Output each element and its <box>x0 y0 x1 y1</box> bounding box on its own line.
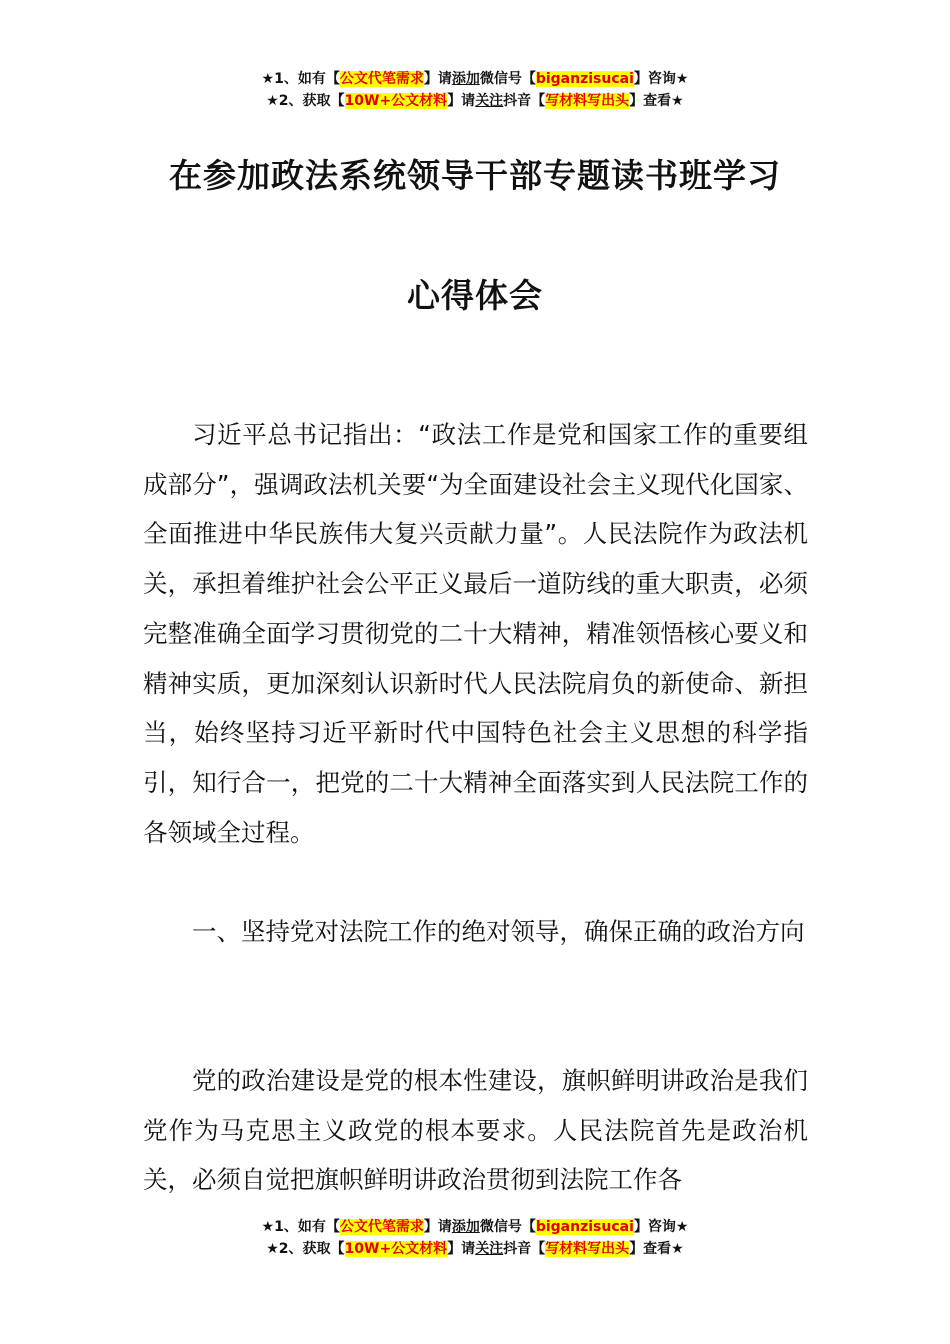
banner-text: 微信号【 <box>479 71 536 87</box>
body-paragraph-1: 习近平总书记指出：“政法工作是党和国家工作的重要组成部分”，强调政法机关要“为全面建设社会主义现代化国家、全面推进中华民族伟大复兴贡献力量”。人民法院作为政法机关，承担着维护社会公平正义最后一道防线的重大职责，必须完整准确全面学习贯彻党的二十大精神，精准领悟核心要义和精神实质，更加深刻认识新时代人民法院肩负的新使命、新担当，始终坚持习近平新时代中国特色社会主义思想的科学指引，知行合一，把党的二十大精神全面落实到人民法院工作的各领域全过程。 <box>143 420 808 847</box>
banner-highlight: 10W+公文材料 <box>344 1241 448 1257</box>
banner-text: 】请 <box>423 71 452 87</box>
banner-line-1 <box>0 1216 950 1238</box>
banner-highlight: 10W+公文材料 <box>344 93 448 109</box>
header-banner <box>0 68 950 112</box>
banner-text: 】请 <box>447 93 476 109</box>
banner-text: 】查看★ <box>629 93 684 109</box>
banner-underlined: 添加 <box>451 71 480 87</box>
banner-line-2 <box>0 1238 950 1260</box>
banner-text: 】请 <box>447 1241 476 1257</box>
banner-text: ★2、获取【 <box>266 93 345 109</box>
banner-text: 】查看★ <box>629 1241 684 1257</box>
banner-highlight: 公文代笔需求 <box>339 1219 424 1235</box>
section-heading-1: 一、坚持党对法院工作的绝对领导，确保正确的政治方向 <box>192 917 805 946</box>
banner-underlined: 关注 <box>475 1241 504 1257</box>
banner-highlight: biganzisucai <box>535 71 634 87</box>
banner-underlined: 添加 <box>451 1219 480 1235</box>
footer-banner <box>0 1216 950 1260</box>
banner-highlight: 写材料写出头 <box>545 1241 630 1257</box>
banner-text: 】咨询★ <box>633 71 689 87</box>
banner-text: 抖音【 <box>503 1241 546 1257</box>
banner-text: ★1、如有【 <box>261 71 340 87</box>
banner-text: ★1、如有【 <box>261 1219 340 1235</box>
document-title-line-1: 在参加政法系统领导干部专题读书班学习 <box>169 156 781 195</box>
body-paragraph-2: 党的政治建设是党的根本性建设，旗帜鲜明讲政治是我们党作为马克思主义政党的根本要求。人民法院首先是政治机关，必须自觉把旗帜鲜明讲政治贯彻到法院工作各 <box>143 1066 808 1195</box>
banner-highlight: biganzisucai <box>535 1219 634 1235</box>
banner-text: ★2、获取【 <box>266 1241 345 1257</box>
banner-highlight: 写材料写出头 <box>545 93 630 109</box>
banner-text: 抖音【 <box>503 93 546 109</box>
banner-highlight: 公文代笔需求 <box>339 71 424 87</box>
banner-line-1 <box>0 68 950 90</box>
banner-text: 】请 <box>423 1219 452 1235</box>
banner-text: 微信号【 <box>479 1219 536 1235</box>
banner-underlined: 关注 <box>475 93 504 109</box>
document-title-line-2: 心得体会 <box>407 276 543 315</box>
banner-line-2 <box>0 90 950 112</box>
banner-text: 】咨询★ <box>633 1219 689 1235</box>
